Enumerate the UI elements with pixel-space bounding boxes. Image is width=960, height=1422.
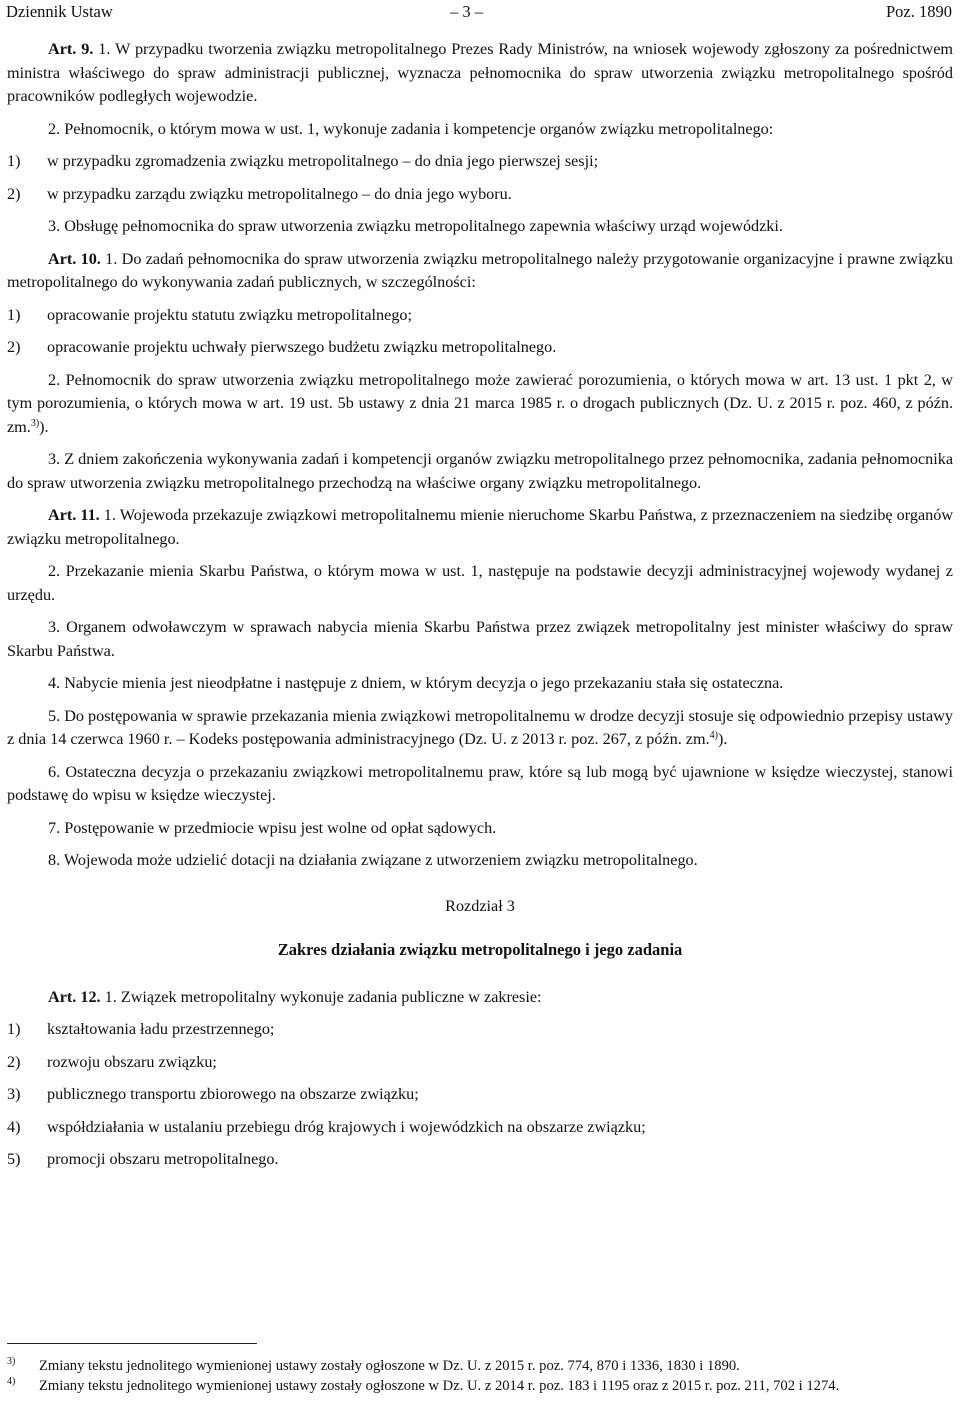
list-item-text: opracowanie projektu uchwały pierwszego budżetu związku metropolitalnego. <box>47 338 557 356</box>
list-item-number: 4) <box>7 1117 21 1136</box>
art9-paragraph-1 <box>7 38 953 109</box>
list-item-number: 1) <box>7 152 21 170</box>
footnote <box>7 1378 953 1395</box>
footnote-divider <box>7 1343 257 1344</box>
art9-label: Art. 9. <box>48 40 94 58</box>
art9-p1-number: 1. <box>98 40 111 58</box>
art11-label: Art. 11. <box>48 506 100 524</box>
footnotes <box>7 1358 953 1395</box>
list-item <box>7 183 953 207</box>
page-header <box>6 0 952 22</box>
list-item-number: 3) <box>7 1085 21 1103</box>
list-item-text: w przypadku zarządu związku metropolitalnego – do dnia jego wyboru. <box>47 184 512 203</box>
art11-p1-text: Wojewoda przekazuje związkowi metropolitalnemu mienie nieruchome Skarbu Państwa, z przeznaczeniem na siedzibę organów związku metropolitalnego. <box>7 506 954 548</box>
list-item-number: 2) <box>7 338 21 356</box>
art11-p5-end: ). <box>717 730 728 748</box>
art9-paragraph-2: 2. Pełnomocnik, o którym mowa w ust. 1, wykonuje zadania i kompetencje organów związku metropolitalnego: <box>48 119 774 138</box>
art10-p2-end: ). <box>39 417 49 436</box>
list-item-text: opracowanie projektu statutu związku metropolitalnego; <box>47 305 413 324</box>
art10-paragraph-2 <box>7 369 953 440</box>
art10-p1-number: 1. <box>105 249 118 268</box>
list-item-number: 1) <box>7 305 21 324</box>
page-number: – 3 – <box>450 2 483 21</box>
position-number: Poz. 1890 <box>886 2 952 21</box>
list-item-number: 2) <box>7 184 21 203</box>
art11-paragraph-3: 3. Organem odwoławczym w sprawach nabycia mienia Skarbu Państwa przez związek metropolitalny jest minister właściwy do spraw Skarbu Państwa. <box>7 618 953 660</box>
art12-paragraph-1 <box>7 986 953 1010</box>
art9-paragraph-3: 3. Obsługę pełnomocnika do spraw utworzenia związku metropolitalnego zapewnia właściwy urząd wojewódzki. <box>48 217 783 235</box>
list-item-text: rozwoju obszaru związku; <box>47 1052 217 1071</box>
footnote-mark: 3) <box>7 1356 16 1367</box>
art11-p1-number: 1. <box>103 506 116 524</box>
art12-label: Art. 12. <box>48 987 101 1006</box>
list-item <box>7 304 953 328</box>
list-item-number: 1) <box>7 1020 21 1038</box>
list-item-text: w przypadku zgromadzenia związku metropolitalnego – do dnia jego pierwszej sesji; <box>47 152 599 170</box>
art12-p1-text: Związek metropolitalny wykonuje zadania publiczne w zakresie: <box>120 987 542 1006</box>
footnote-mark: 4) <box>7 1376 16 1387</box>
document-body <box>7 38 953 1172</box>
list-item <box>7 1116 953 1140</box>
footnote <box>7 1358 953 1375</box>
list-item-text: współdziałania w ustalaniu przebiegu dróg krajowych i wojewódzkich na obszarze związku; <box>47 1117 646 1136</box>
art10-paragraph-1 <box>7 248 953 295</box>
list-item-text: kształtowania ładu przestrzennego; <box>47 1020 275 1038</box>
chapter-label: Rozdział 3 <box>445 896 515 915</box>
art11-paragraph-6: 6. Ostateczna decyzja o przekazaniu związkowi metropolitalnemu praw, które są lub mogą być ujawnione w księdze wieczystej, stanowi podstawę do wpisu w księdze wieczystej. <box>7 762 953 804</box>
footnote-text: Zmiany tekstu jednolitego wymienionej ustawy zostały ogłoszone w Dz. U. z 2014 r. poz. 183 i 1195 oraz z 2015 r. poz. 211, 702 i 1274. <box>39 1378 840 1394</box>
list-item <box>7 1148 953 1172</box>
list-item-text: publicznego transportu zbiorowego na obszarze związku; <box>47 1085 419 1103</box>
art11-paragraph-2: 2. Przekazanie mienia Skarbu Państwa, o którym mowa w ust. 1, następuje na podstawie decyzji administracyjnej wojewody wydanej z urzędu. <box>7 562 953 604</box>
list-item-text: promocji obszaru metropolitalnego. <box>47 1150 279 1168</box>
list-item <box>7 1083 953 1107</box>
footnote-text: Zmiany tekstu jednolitego wymienionej ustawy zostały ogłoszone w Dz. U. z 2015 r. poz. 774, 870 i 1336, 1830 i 1890. <box>39 1358 740 1374</box>
art9-p1-text: W przypadku tworzenia związku metropolitalnego Prezes Rady Ministrów, na wniosek wojewody zgłoszony za pośrednictwem ministra właściwego do spraw administracji publicznej, wyznacza pełnomocnika do spraw utworzenia związku metropolitalnego spośród pracowników podległych wojewodzie. <box>7 40 954 105</box>
art12-p1-number: 1. <box>104 987 117 1006</box>
art10-paragraph-3: 3. Z dniem zakończenia wykonywania zadań i kompetencji organów związku metropolitalnego przez pełnomocnika, zadania pełnomocnika do spraw utworzenia związku metropolitalnego przechodzą na właściwe organy związku metropolitalnego. <box>7 450 953 492</box>
footnote-reference[interactable]: 4) <box>709 730 718 741</box>
list-item <box>7 1018 953 1042</box>
art11-p5-text: 5. Do postępowania w sprawie przekazania mienia związkowi metropolitalnemu w drodze decyzji stosuje się odpowiednio przepisy ustawy z dnia 14 czerwca 1960 r. – Kodeks postępowania administracyjnego (Dz. U. z 2013 r. poz. 267, z późn. zm. <box>7 706 953 748</box>
footnote-reference[interactable]: 3) <box>30 417 40 429</box>
list-item <box>7 1051 953 1075</box>
art10-p2-text: 2. Pełnomocnik do spraw utworzenia związku metropolitalnego może zawierać porozumienia, o których mowa w art. 13 ust. 1 pkt 2, w tym porozumienia, o których mowa w art. 19 ust. 5b ustawy z dnia 21 marca 1985 r. o drogach publicznych (Dz. U. z 2015 r. poz. 460, z późn. zm. <box>7 370 953 436</box>
art11-paragraph-4: 4. Nabycie mienia jest nieodpłatne i następuje z dniem, w którym decyzja o jego przekazaniu stała się ostateczna. <box>48 674 784 692</box>
chapter-title: Zakres działania związku metropolitalnego i jego zadania <box>277 940 683 959</box>
art11-paragraph-5 <box>7 705 953 752</box>
art11-paragraph-7: 7. Postępowanie w przedmiocie wpisu jest wolne od opłat sądowych. <box>48 818 497 837</box>
journal-title: Dziennik Ustaw <box>6 2 113 21</box>
art10-label: Art. 10. <box>48 249 101 268</box>
art11-paragraph-8: 8. Wojewoda może udzielić dotacji na działania związane z utworzeniem związku metropolitalnego. <box>48 851 698 869</box>
art10-p1-text: Do zadań pełnomocnika do spraw utworzenia związku metropolitalnego należy przygotowanie organizacyjne i prawne związku metropolitalnego do wykonywania zadań publicznych, w szczególności: <box>7 249 954 291</box>
list-item-number: 2) <box>7 1052 21 1071</box>
list-item <box>7 150 953 174</box>
art11-paragraph-1 <box>7 504 953 551</box>
list-item <box>7 336 953 360</box>
list-item-number: 5) <box>7 1150 21 1168</box>
